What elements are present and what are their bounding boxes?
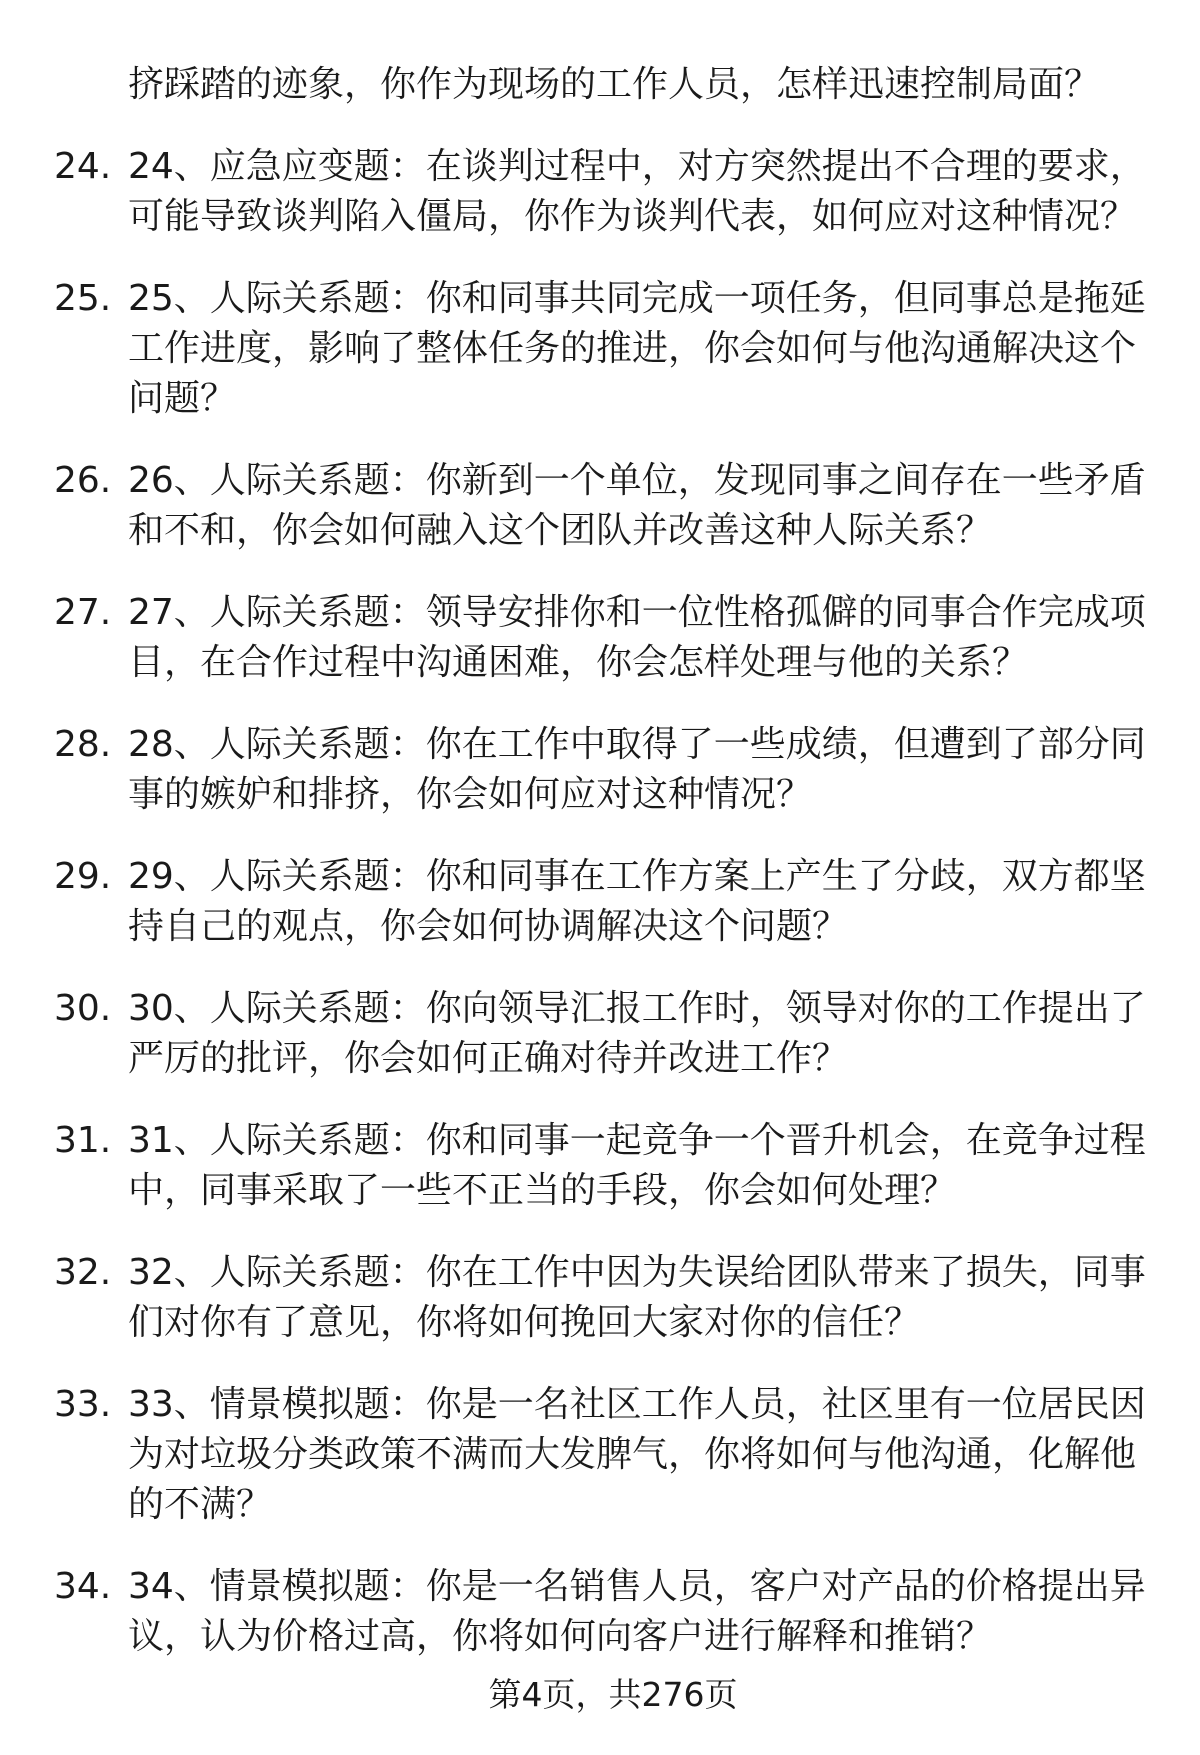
question-line: 严厉的批评，你会如何正确对待并改进工作？ xyxy=(128,1038,849,1079)
question-number: 24. xyxy=(54,146,112,187)
page-footer: 第4页，共276页 xyxy=(488,1675,738,1714)
question-line: 的不满？ xyxy=(128,1484,273,1525)
question-line: 中，同事采取了一些不正当的手段，你会如何处理？ xyxy=(128,1170,957,1211)
question-text xyxy=(0,274,1200,424)
question-item xyxy=(0,1562,1200,1662)
question-line: 们对你有了意见，你将如何挽回大家对你的信任？ xyxy=(128,1302,921,1343)
question-number: 26. xyxy=(54,460,112,501)
question-number: 34. xyxy=(54,1566,112,1607)
question-item xyxy=(0,142,1200,242)
question-number: 25. xyxy=(54,278,112,319)
question-item xyxy=(0,456,1200,556)
question-line: 持自己的观点，你会如何协调解决这个问题？ xyxy=(128,906,849,947)
question-line: 34、情景模拟题：你是一名销售人员，客户对产品的价格提出异 xyxy=(128,1566,1146,1607)
question-text xyxy=(0,720,1200,820)
question-line: 为对垃圾分类政策不满而大发脾气，你将如何与他沟通，化解他 xyxy=(128,1434,1137,1475)
question-line: 工作进度，影响了整体任务的推进，你会如何与他沟通解决这个 xyxy=(128,328,1137,369)
question-text xyxy=(0,1116,1200,1216)
question-list xyxy=(0,60,1200,1662)
question-text xyxy=(0,456,1200,556)
question-number: 28. xyxy=(54,724,112,765)
question-line: 25、人际关系题：你和同事共同完成一项任务，但同事总是拖延 xyxy=(128,278,1146,319)
question-line: 议，认为价格过高，你将如何向客户进行解释和推销？ xyxy=(128,1616,993,1657)
question-item xyxy=(0,720,1200,820)
question-text xyxy=(0,1380,1200,1530)
question-text xyxy=(0,588,1200,688)
question-line: 事的嫉妒和排挤，你会如何应对这种情况？ xyxy=(128,774,813,815)
question-line: 24、应急应变题：在谈判过程中，对方突然提出不合理的要求， xyxy=(128,146,1146,187)
question-line: 目，在合作过程中沟通困难，你会怎样处理与他的关系？ xyxy=(128,642,1029,683)
question-number: 30. xyxy=(54,988,112,1029)
question-item xyxy=(0,274,1200,424)
question-line: 27、人际关系题：领导安排你和一位性格孤僻的同事合作完成项 xyxy=(128,592,1146,633)
question-item xyxy=(0,1380,1200,1530)
question-line: 26、人际关系题：你新到一个单位，发现同事之间存在一些矛盾 xyxy=(128,460,1146,501)
question-item xyxy=(0,588,1200,688)
question-line: 28、人际关系题：你在工作中取得了一些成绩，但遭到了部分同 xyxy=(128,724,1146,765)
question-number: 29. xyxy=(54,856,112,897)
question-line: 问题？ xyxy=(128,378,237,419)
question-item xyxy=(0,984,1200,1084)
question-text xyxy=(0,142,1200,242)
question-line: 29、人际关系题：你和同事在工作方案上产生了分歧，双方都坚 xyxy=(128,856,1146,897)
question-line: 33、情景模拟题：你是一名社区工作人员，社区里有一位居民因 xyxy=(128,1384,1146,1425)
question-text xyxy=(0,984,1200,1084)
question-number: 32. xyxy=(54,1252,112,1293)
question-item xyxy=(0,1248,1200,1348)
question-item xyxy=(0,852,1200,952)
question-line: 31、人际关系题：你和同事一起竞争一个晋升机会，在竞争过程 xyxy=(128,1120,1146,1161)
question-text xyxy=(0,1248,1200,1348)
question-line: 和不和，你会如何融入这个团队并改善这种人际关系？ xyxy=(128,510,993,551)
question-line: 32、人际关系题：你在工作中因为失误给团队带来了损失，同事 xyxy=(128,1252,1146,1293)
question-text xyxy=(0,852,1200,952)
question-number: 33. xyxy=(54,1384,112,1425)
question-text xyxy=(0,1562,1200,1662)
question-item xyxy=(0,1116,1200,1216)
question-line: 30、人际关系题：你向领导汇报工作时，领导对你的工作提出了 xyxy=(128,988,1146,1029)
continuation-line: 挤踩踏的迹象，你作为现场的工作人员，怎样迅速控制局面？ xyxy=(128,64,1101,105)
question-number: 31. xyxy=(54,1120,112,1161)
question-line: 可能导致谈判陷入僵局，你作为谈判代表，如何应对这种情况？ xyxy=(128,196,1137,237)
question-number: 27. xyxy=(54,592,112,633)
